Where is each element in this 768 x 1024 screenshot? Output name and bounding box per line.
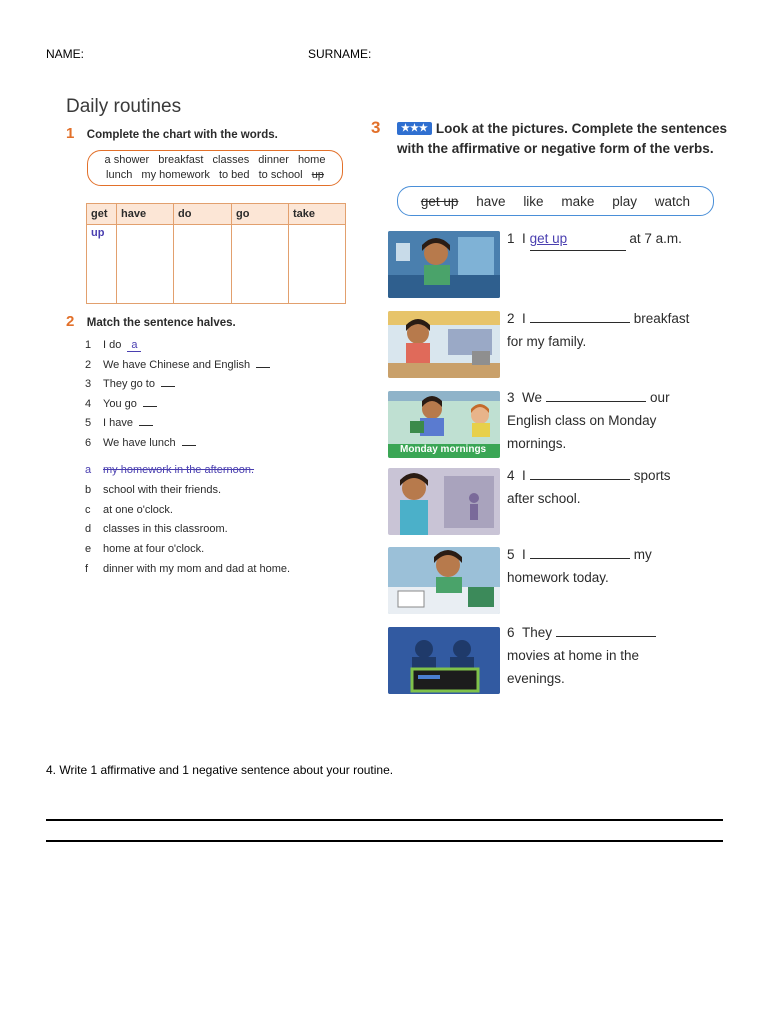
word: to bed	[218, 169, 250, 181]
chart-cell[interactable]	[289, 225, 346, 304]
col-header: get	[87, 204, 117, 225]
sentence-2	[507, 307, 689, 353]
sentence-3	[507, 386, 670, 455]
half-letter: f	[85, 563, 89, 575]
item-text: You go	[103, 398, 137, 410]
half-letter: d	[85, 523, 92, 535]
item-text: We have lunch	[103, 437, 176, 449]
ex2-half	[85, 563, 290, 575]
picture-3	[388, 391, 500, 458]
answer-line-2[interactable]	[46, 840, 723, 842]
half-text: dinner with my mom and dad at home.	[103, 563, 291, 575]
girl-waking-illustration	[388, 231, 500, 298]
ex1-chart	[86, 203, 346, 304]
sentence-number: 4	[507, 468, 515, 483]
verb: have	[476, 193, 506, 209]
item-blank[interactable]	[256, 367, 270, 368]
half-text: home at four o'clock.	[103, 543, 205, 555]
girl-sports-illustration	[388, 468, 500, 535]
item-blank[interactable]	[139, 425, 153, 426]
sentence-number: 5	[507, 547, 515, 562]
sentence-text: English class on Monday	[507, 413, 657, 428]
answer-blank[interactable]	[546, 389, 646, 402]
ex2-item	[85, 378, 175, 390]
half-letter: e	[85, 543, 92, 555]
word: dinner	[258, 154, 289, 166]
item-number: 1	[85, 339, 92, 351]
sentence-text: our	[650, 390, 670, 405]
sentence-text: at 7 a.m.	[629, 231, 682, 246]
sentence-text: I	[522, 547, 526, 562]
sentence-text: We	[522, 390, 543, 405]
crossed-word: up	[311, 169, 324, 181]
item-blank[interactable]	[182, 445, 196, 446]
half-text: classes in this classroom.	[103, 523, 228, 535]
answer-get-up[interactable]: get up	[530, 227, 626, 251]
sentence-text: after school.	[507, 491, 581, 506]
ex3-number: 3	[371, 118, 381, 137]
answer-blank[interactable]	[530, 467, 630, 480]
sentence-5	[507, 543, 652, 589]
ex1-instruction: Complete the chart with the words.	[86, 129, 278, 141]
ex3-verb-box	[397, 186, 714, 216]
verb: play	[612, 193, 637, 209]
item-number: 4	[85, 398, 92, 410]
half-letter: a	[85, 464, 92, 476]
item-text: I have	[103, 417, 133, 429]
ex2-item	[85, 417, 153, 429]
sentence-text: my	[633, 547, 652, 562]
sentence-text: They	[522, 625, 553, 640]
stars-badge: ★★★	[397, 122, 432, 135]
family-movie-illustration	[388, 627, 500, 694]
ex2-item	[85, 398, 157, 410]
picture-6	[388, 627, 500, 694]
sentence-text: movies at home in the	[507, 648, 640, 663]
col-header: do	[174, 204, 232, 225]
ex2-instruction: Match the sentence halves.	[86, 317, 236, 329]
half-text: at one o'clock.	[103, 504, 173, 516]
sentence-number: 2	[507, 311, 515, 326]
word-line-2	[88, 168, 342, 183]
sentence-number: 1	[507, 231, 515, 246]
half-text: my homework in the afternoon.	[103, 464, 255, 476]
ex2-number: 2	[66, 313, 75, 330]
page-title: Daily routines	[66, 96, 182, 117]
sentence-number: 3	[507, 390, 515, 405]
half-letter: b	[85, 484, 92, 496]
col-header: have	[117, 204, 174, 225]
verb: watch	[654, 193, 691, 209]
chart-cell[interactable]	[117, 225, 174, 304]
sentence-text: I	[522, 231, 526, 246]
item-number: 2	[85, 359, 92, 371]
half-text: school with their friends.	[103, 484, 221, 496]
answer-blank[interactable]	[556, 624, 656, 637]
word: home	[297, 154, 326, 166]
picture-caption: Monday mornings	[400, 444, 487, 455]
ex2-half	[85, 484, 221, 496]
answer-line-1[interactable]	[46, 819, 723, 821]
word: my homework	[141, 169, 210, 181]
chart-cell[interactable]	[232, 225, 289, 304]
item-number: 5	[85, 417, 92, 429]
ex3-instruction: Look at the pictures. Complete the sentences with the affirmative or negative form of the verbs.	[397, 121, 727, 156]
ex2-header	[66, 313, 236, 331]
sentence-text: homework today.	[507, 570, 609, 585]
ex2-item	[85, 359, 270, 371]
verb: like	[523, 193, 544, 209]
col-header: go	[232, 204, 289, 225]
sentence-text: sports	[633, 468, 671, 483]
ex1-header	[66, 125, 278, 143]
sentence-6	[507, 621, 660, 690]
sentence-number: 6	[507, 625, 515, 640]
word: to school	[258, 169, 303, 181]
word: lunch	[106, 169, 133, 181]
sentence-1	[507, 227, 682, 251]
chart-cell[interactable]	[174, 225, 232, 304]
verb: get up	[420, 193, 459, 209]
col-header: take	[289, 204, 346, 225]
sentence-4	[507, 464, 671, 510]
sentence-text: mornings.	[507, 436, 567, 451]
sentence-text: breakfast	[633, 311, 690, 326]
ex1-word-box	[87, 150, 343, 186]
item-blank[interactable]	[161, 386, 175, 387]
item-answer[interactable]: a	[127, 339, 141, 352]
word: breakfast	[158, 154, 204, 166]
ex2-item	[85, 437, 196, 449]
ex3-header	[397, 119, 727, 159]
question-4: 4. Write 1 affirmative and 1 negative sentence about your routine.	[46, 763, 394, 777]
girl-homework-illustration	[388, 547, 500, 614]
answer-blank[interactable]	[530, 546, 630, 559]
ex2-item	[85, 339, 141, 352]
girl-breakfast-illustration	[388, 311, 500, 378]
ex2-half	[85, 523, 228, 535]
item-text: I do	[103, 339, 122, 351]
item-text: We have Chinese and English	[103, 359, 251, 371]
sentence-text: evenings.	[507, 671, 565, 686]
picture-4	[388, 468, 500, 535]
item-blank[interactable]	[143, 406, 157, 407]
chart-cell[interactable]: up	[87, 225, 117, 304]
word: a shower	[104, 154, 150, 166]
word-line-1	[88, 153, 342, 168]
half-letter: c	[85, 504, 91, 516]
verb: make	[561, 193, 595, 209]
picture-2	[388, 311, 500, 378]
ex2-half	[85, 464, 254, 476]
item-text: They go to	[103, 378, 155, 390]
picture-5	[388, 547, 500, 614]
ex2-half	[85, 543, 204, 555]
sentence-text: I	[522, 311, 526, 326]
sentence-text: I	[522, 468, 526, 483]
ex1-number: 1	[66, 125, 75, 142]
surname-label: SURNAME:	[308, 47, 372, 61]
item-number: 6	[85, 437, 92, 449]
ex2-half	[85, 504, 173, 516]
word: classes	[212, 154, 250, 166]
item-number: 3	[85, 378, 92, 390]
sentence-text: for my family.	[507, 334, 587, 349]
name-label: NAME:	[46, 47, 85, 61]
picture-1	[388, 231, 500, 298]
answer-blank[interactable]	[530, 310, 630, 323]
